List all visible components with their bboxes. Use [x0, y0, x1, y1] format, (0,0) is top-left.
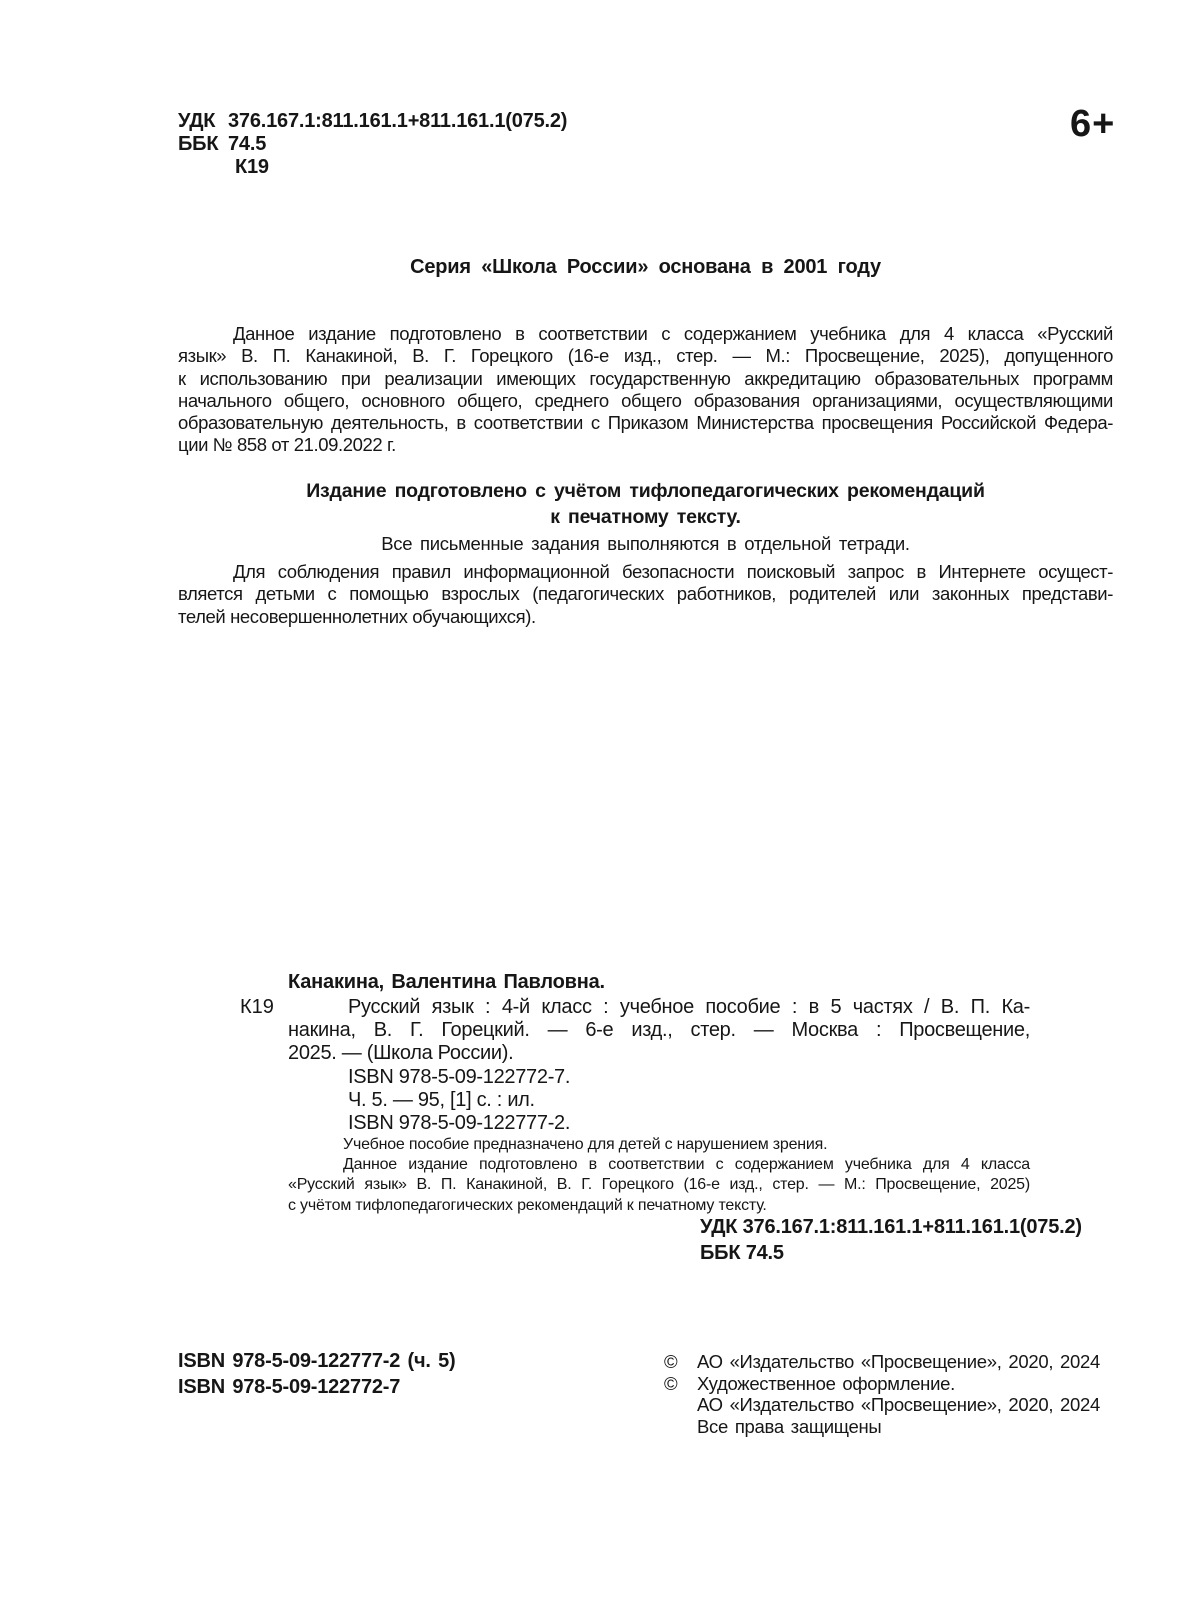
footer-isbn-block: [178, 1348, 456, 1400]
udk-label: УДК: [178, 110, 216, 132]
tiflo-note-line: Издание подготовлено с учётом тифлопедагогических рекомендаций: [306, 480, 985, 502]
biblio-note-line: с учётом тифлопедагогических рекомендаций к печатному тексту.: [288, 1196, 767, 1214]
author-sign-line: [178, 156, 567, 179]
paragraph-line: язык» В. П. Канакиной, В. Г. Горецкого (16-е изд., стер. — М.: Просвещение, 2025), допущенного: [178, 345, 1113, 367]
bbk-line: [178, 133, 567, 156]
tiflo-note: [178, 478, 1113, 530]
biblio-entry-line: 2025. — (Школа России).: [288, 1042, 514, 1065]
footer-isbn-line: ISBN 978-5-09-122772-7: [178, 1376, 401, 1398]
paragraph-line: вляется детьми с помощью взрослых (педагогических работников, родителей или законных представи-: [178, 583, 1113, 605]
bbk-bottom-line: ББК 74.5: [700, 1242, 784, 1264]
paragraph-line: образовательную деятельность, в соответствии с Приказом Министерства просвещения Российской Федера-: [178, 412, 1113, 434]
biblio-entry-line: накина, В. Г. Горецкий. — 6-е изд., стер. — Москва : Просвещение,: [288, 1019, 1030, 1042]
age-rating-badge: 6+: [1070, 103, 1116, 145]
biblio-part-line: Ч. 5. — 95, [1] с. : ил.: [348, 1088, 535, 1111]
copyright-symbol: [664, 1394, 697, 1416]
udk-bottom-block: [700, 1214, 1082, 1266]
tiflo-note-line: к печатному тексту.: [550, 506, 741, 528]
biblio-author-sign: К19: [240, 996, 274, 1018]
copyright-row: [664, 1373, 1100, 1395]
biblio-isbn-line: ISBN 978-5-09-122777-2.: [348, 1112, 571, 1135]
udk-bottom-line: УДК 376.167.1:811.161.1+811.161.1(075.2): [700, 1216, 1082, 1238]
paragraph-line: к использованию при реализации имеющих государственную аккредитацию образовательных программ: [178, 367, 1113, 389]
notebook-line: Все письменные задания выполняются в отдельной тетради.: [381, 533, 910, 554]
footer-copyright-block: [664, 1351, 1100, 1438]
bbk-value: 74.5: [228, 133, 267, 155]
edition-paragraph: [178, 323, 1113, 457]
copyright-text: Все права защищены: [697, 1416, 882, 1438]
biblio-note-line: Учебное пособие предназначено для детей с нарушением зрения.: [343, 1136, 828, 1153]
udk-value: 376.167.1:811.161.1+811.161.1(075.2): [228, 110, 568, 132]
copyright-text: Художественное оформление.: [697, 1372, 955, 1394]
biblio-note-line: «Русский язык» В. П. Канакиной, В. Г. Горецкого (16-е изд., стер. — М.: Просвещение, 2025): [288, 1176, 1030, 1194]
biblio-note-line: Данное издание подготовлено в соответствии с содержанием учебника для 4 класса: [343, 1156, 1030, 1174]
udk-line: [178, 110, 567, 133]
series-line: Серия «Школа России» основана в 2001 году: [410, 256, 881, 278]
paragraph-line: Для соблюдения правил информационной безопасности поисковый запрос в Интернете осущест-: [233, 561, 1113, 582]
copyright-text: АО «Издательство «Просвещение», 2020, 2024: [697, 1394, 1100, 1416]
paragraph-line: ции № 858 от 21.09.2022 г.: [178, 434, 396, 456]
biblio-entry-line: Русский язык : 4-й класс : учебное пособие : в 5 частях / В. П. Ка-: [348, 996, 1030, 1018]
paragraph-line: Данное издание подготовлено в соответствии с содержанием учебника для 4 класса «Русский: [233, 323, 1113, 344]
copyright-symbol: ©: [664, 1372, 678, 1394]
copyright-row: [664, 1351, 1100, 1373]
footer-isbn-line: ISBN 978-5-09-122777-2 (ч. 5): [178, 1350, 456, 1372]
copyright-row: [664, 1416, 1100, 1438]
safety-paragraph: [178, 561, 1113, 628]
copyright-text: АО «Издательство «Просвещение», 2020, 2024: [697, 1351, 1100, 1372]
paragraph-line: начального общего, основного общего, среднего общего образования организациями, осуществляющими: [178, 389, 1113, 411]
copyright-symbol: [664, 1416, 697, 1438]
bbk-label: ББК: [178, 133, 219, 155]
copyright-symbol: ©: [664, 1351, 678, 1372]
paragraph-line: телей несовершеннолетних обучающихся).: [178, 605, 536, 627]
biblio-isbn-line: ISBN 978-5-09-122772-7.: [348, 1065, 571, 1088]
biblio-author-header: Канакина, Валентина Павловна.: [288, 971, 605, 993]
udk-bbk-block: [178, 110, 567, 179]
author-sign: К19: [235, 156, 269, 178]
copyright-row: [664, 1394, 1100, 1416]
biblio-notes: [288, 1135, 1030, 1216]
biblio-entry: [288, 996, 1030, 1135]
